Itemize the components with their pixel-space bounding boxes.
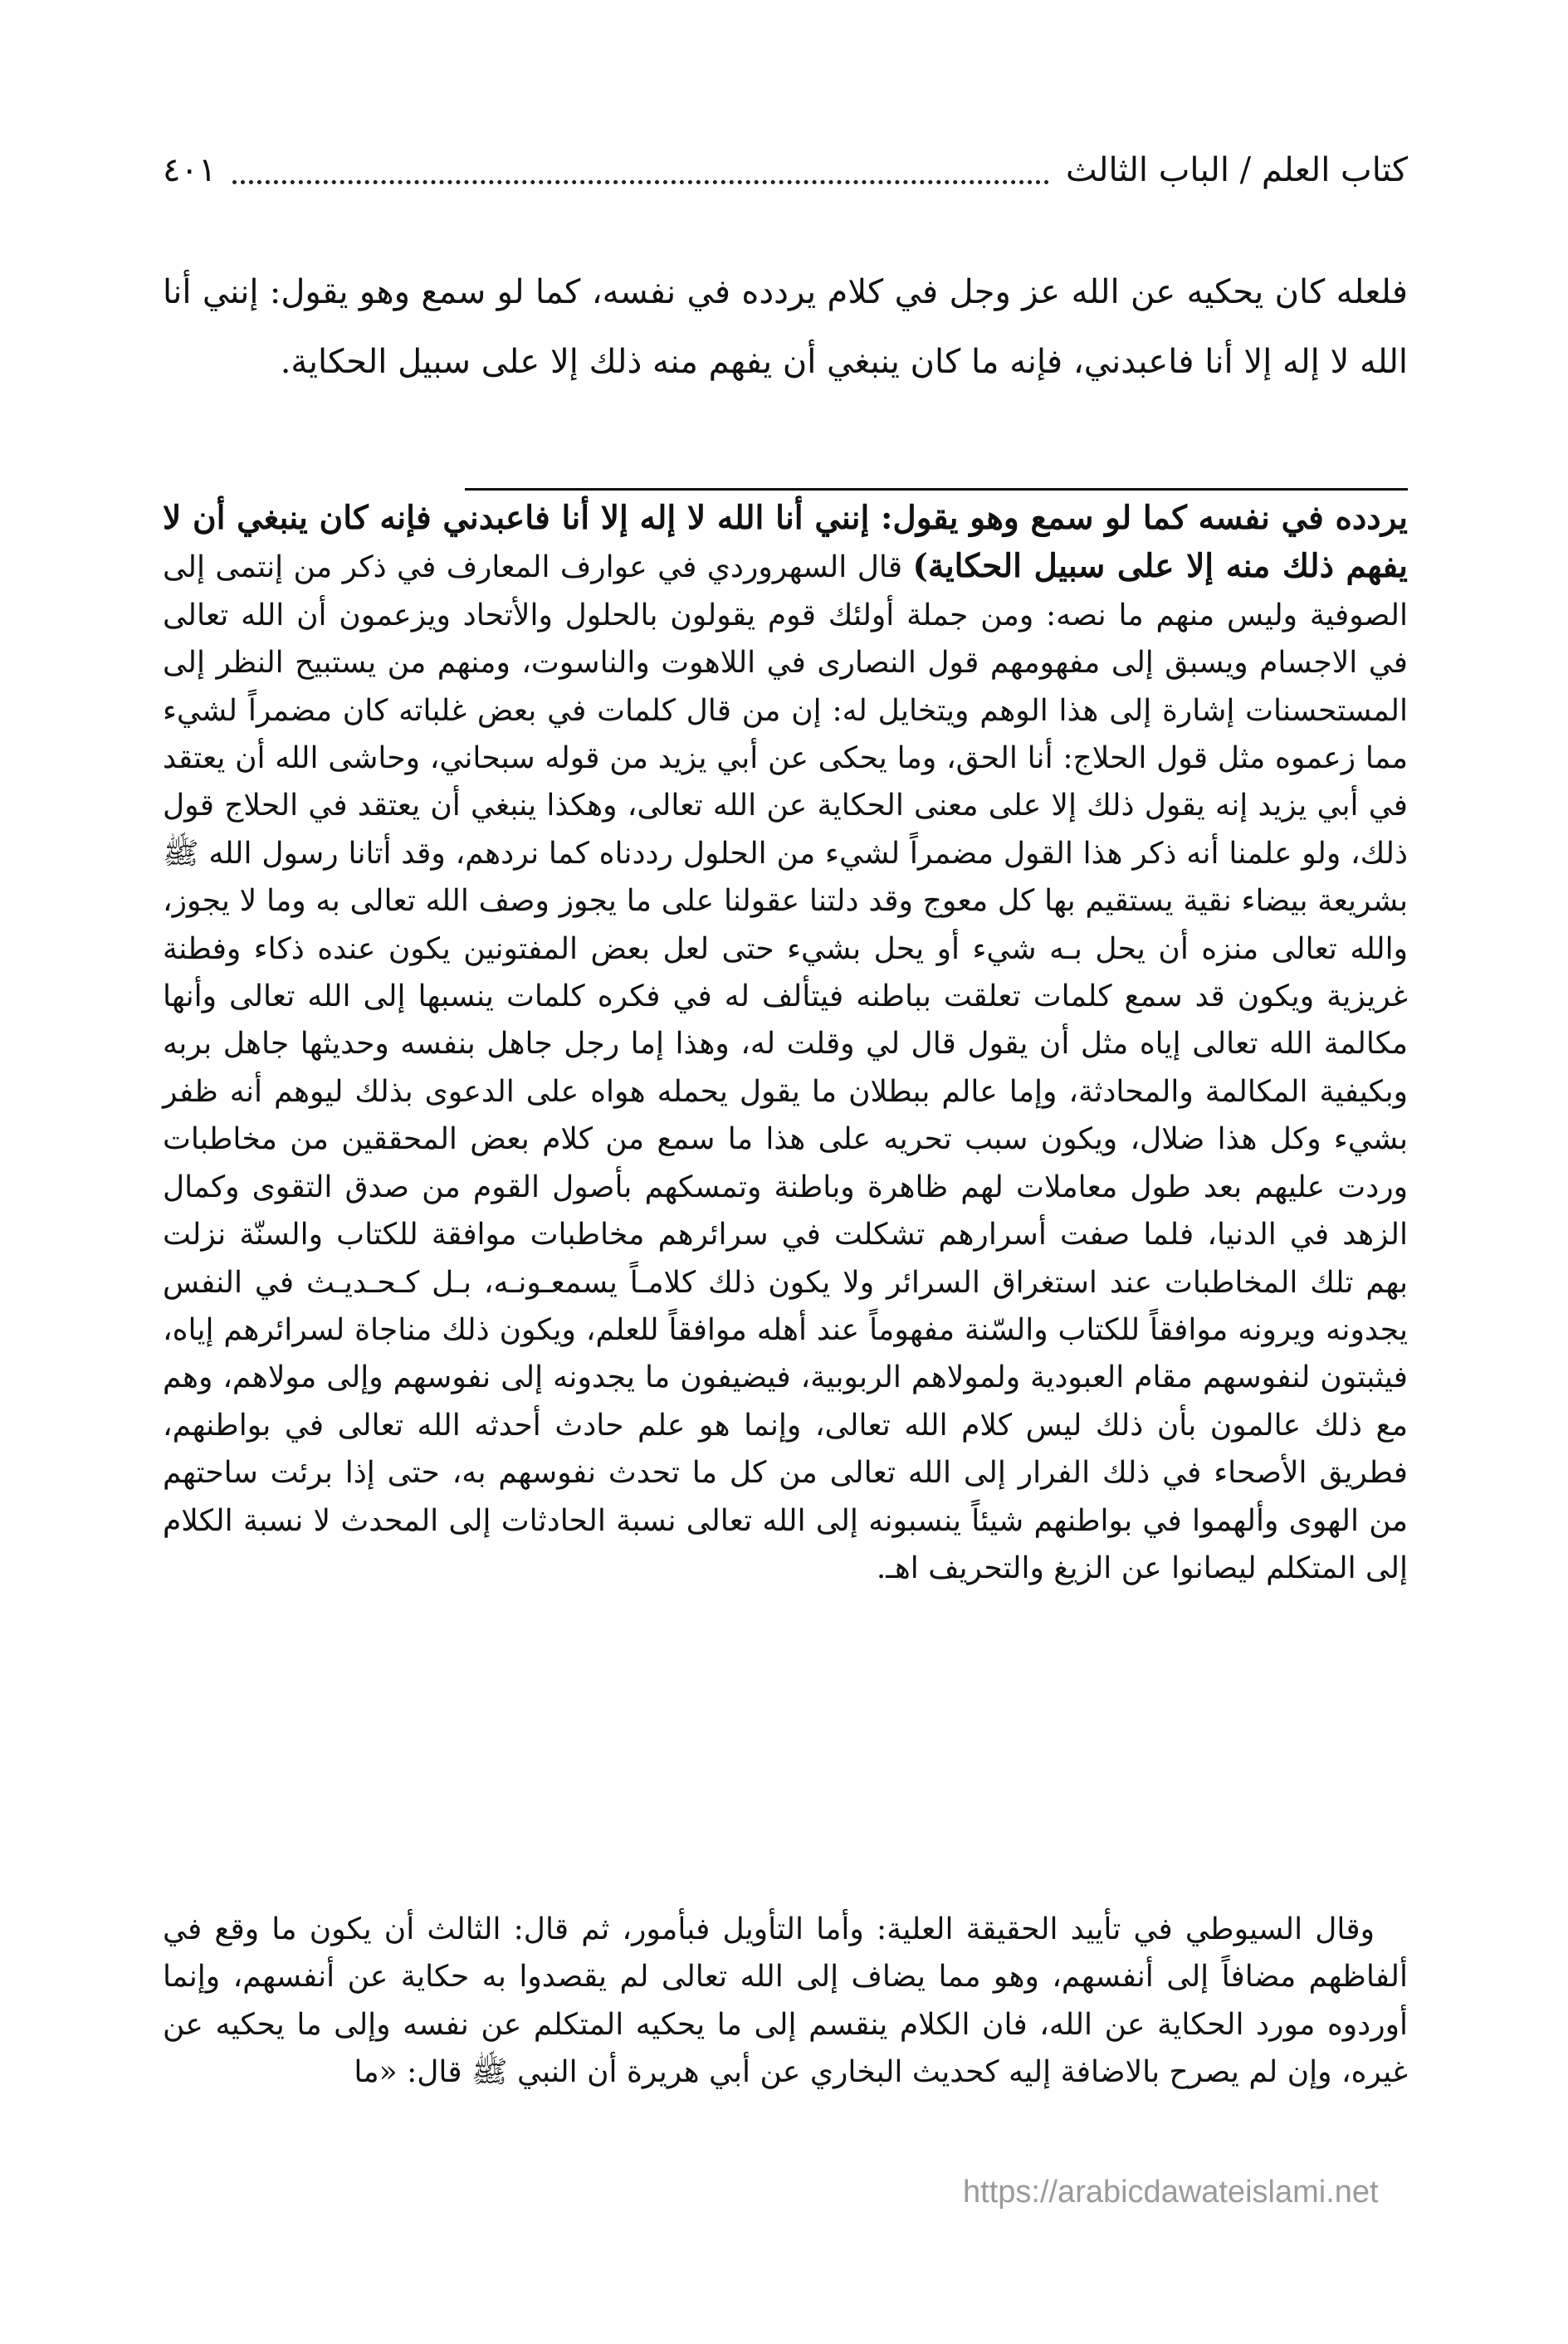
chapter-title: كتاب العلم / الباب الثالث [1066,151,1408,189]
commentary-paragraph-2: وقال السيوطي في تأييد الحقيقة العلية: وأما التأويل فبأمور، ثم قال: الثالث أن يكون ما وقع في ألفاظهم مضافاً إلى أنفسهم، وهو مما يضاف إلى الله تعالى لم يقصدوا به حكاية عن أنفسهم، وإنما أوردوه مورد الحكاية عن الله، فان الكلام ينقسم إلى ما يحكيه المتكلم عن نفسه وإلى ما يحكيه عن غيره، وإن لم يصرح بالاضافة إليه كحديث البخاري عن أبي هريرة أن النبي ﷺ قال: «ما [163,1912,1408,2090]
dotted-leader [232,147,1049,184]
running-header [163,141,1408,199]
commentary-text: قال السهروردي في عوارف المعارف في ذكر من إنتمى إلى الصوفية وليس منهم ما نصه: ومن جملة أولئك قوم يقولون بالحلول والأتحاد ويزعمون أن الله تعالى في الاجسام ويسبق إلى مفهومهم قول النصارى في اللاهوت والناسوت، ومنهم من يستبيح النظر إلى المستحسنات إشارة إلى هذا الوهم ويتخايل له: إن من قال كلمات في بعض غلباته كان مضمراً لشيء مما زعموه مثل قول الحلاج: أنا الحق، وما يحكى عن أبي يزيد من قوله سبحاني، وحاشى الله أن يعتقد في أبي يزيد إنه يقول ذلك إلا على معنى الحكاية عن الله تعالى، وهكذا ينبغي أن يعتقد في الحلاج قول ذلك، ولو علمنا أنه ذكر هذا القول مضمراً لشيء من الحلول رددناه كما نردهم، وقد أتانا رسول الله ﷺ بشريعة بيضاء نقية يستقيم بها كل معوج وقد دلتنا عقولنا على ما يجوز وصف الله تعالى به وما لا يجوز، والله تعالى منزه أن يحل بـه شيء أو يحل بشيء حتى لعل بعض المفتونين يكون عنده ذكاء وفطنة غريزية ويكون قد سمع كلمات تعلقت بباطنه فيتألف له في فكره كلمات ينسبها إلى الله تعالى وأنها مكالمة الله تعالى إياه مثل أن يقول قال لي وقلت له، وهذا إما رجل جاهل بنفسه وحديثها جاهل بربه وبكيفية المكالمة والمحادثة، وإما عالم ببطلان ما يقول يحمله هواه على الدعوى بذلك ليوهم أنه ظفر بشيء وكل هذا ضلال، ويكون سبب تحريه على هذا ما سمع من كلام بعض المحققين من مخاطبات وردت عليهم بعد طول معاملات لهم ظاهرة وباطنة وتمسكهم بأصول القوم من صدق التقوى وكمال الزهد في الدنيا، فلما صفت أسرارهم تشكلت في سرائرهم مخاطبات موافقة للكتاب والسنّة نزلت بهم تلك المخاطبات عند استغراق السرائر ولا يكون ذلك كلامـاً يسمعـونـه، بـل كـحـديـث في النفس يجدونه ويرونه موافقاً للكتاب والسّنة مفهوماً عند أهله موافقاً للعلم، ويكون ذلك مناجاة لسرائرهم إياه، فيثبتون لنفوسهم مقام العبودية ولمولاهم الربوبية، فيضيفون ما يجدونه إلى نفوسهم وإلى مولاهم، وهم مع ذلك عالمون بأن ذلك ليس كلام الله تعالى، وإنما هو علم حادث أحدثه الله تعالى في بواطنهم، فطريق الأصحاء في ذلك الفرار إلى الله تعالى من كل ما تحدث نفوسهم به، حتى إذا برئت ساحتهم من الهوى وألهموا في بواطنهم شيئاً ينسبونه إلى الله تعالى نسبة الحادثات إلى المحدث لا نسبة الكلام إلى المتكلم ليصانوا عن الزيغ والتحريف اهـ. [163,550,1409,1585]
watermark-url: https://arabicdawateislami.net [963,2175,1379,2210]
main-text-paragraph: فلعله كان يحكيه عن الله عز وجل في كلام يردده في نفسه، كما لو سمع وهو يقول: إنني أنا الله لا إله إلا أنا فاعبدني، فإنه ما كان ينبغي أن يفهم منه ذلك إلا على سبيل الحكاية. [163,273,1408,381]
commentary-paragraph-1 [163,495,1408,1592]
footnote-separator [465,488,1408,491]
commentary-lemma: يردده في نفسه كما لو سمع وهو يقول: إنني أنا الله لا إله إلا أنا فاعبدني فإنه كان ينبغي أن لا يفهم ذلك منه إلا على سبيل الحكاية) [163,499,1408,586]
page-number: ٤٠١ [163,151,217,189]
